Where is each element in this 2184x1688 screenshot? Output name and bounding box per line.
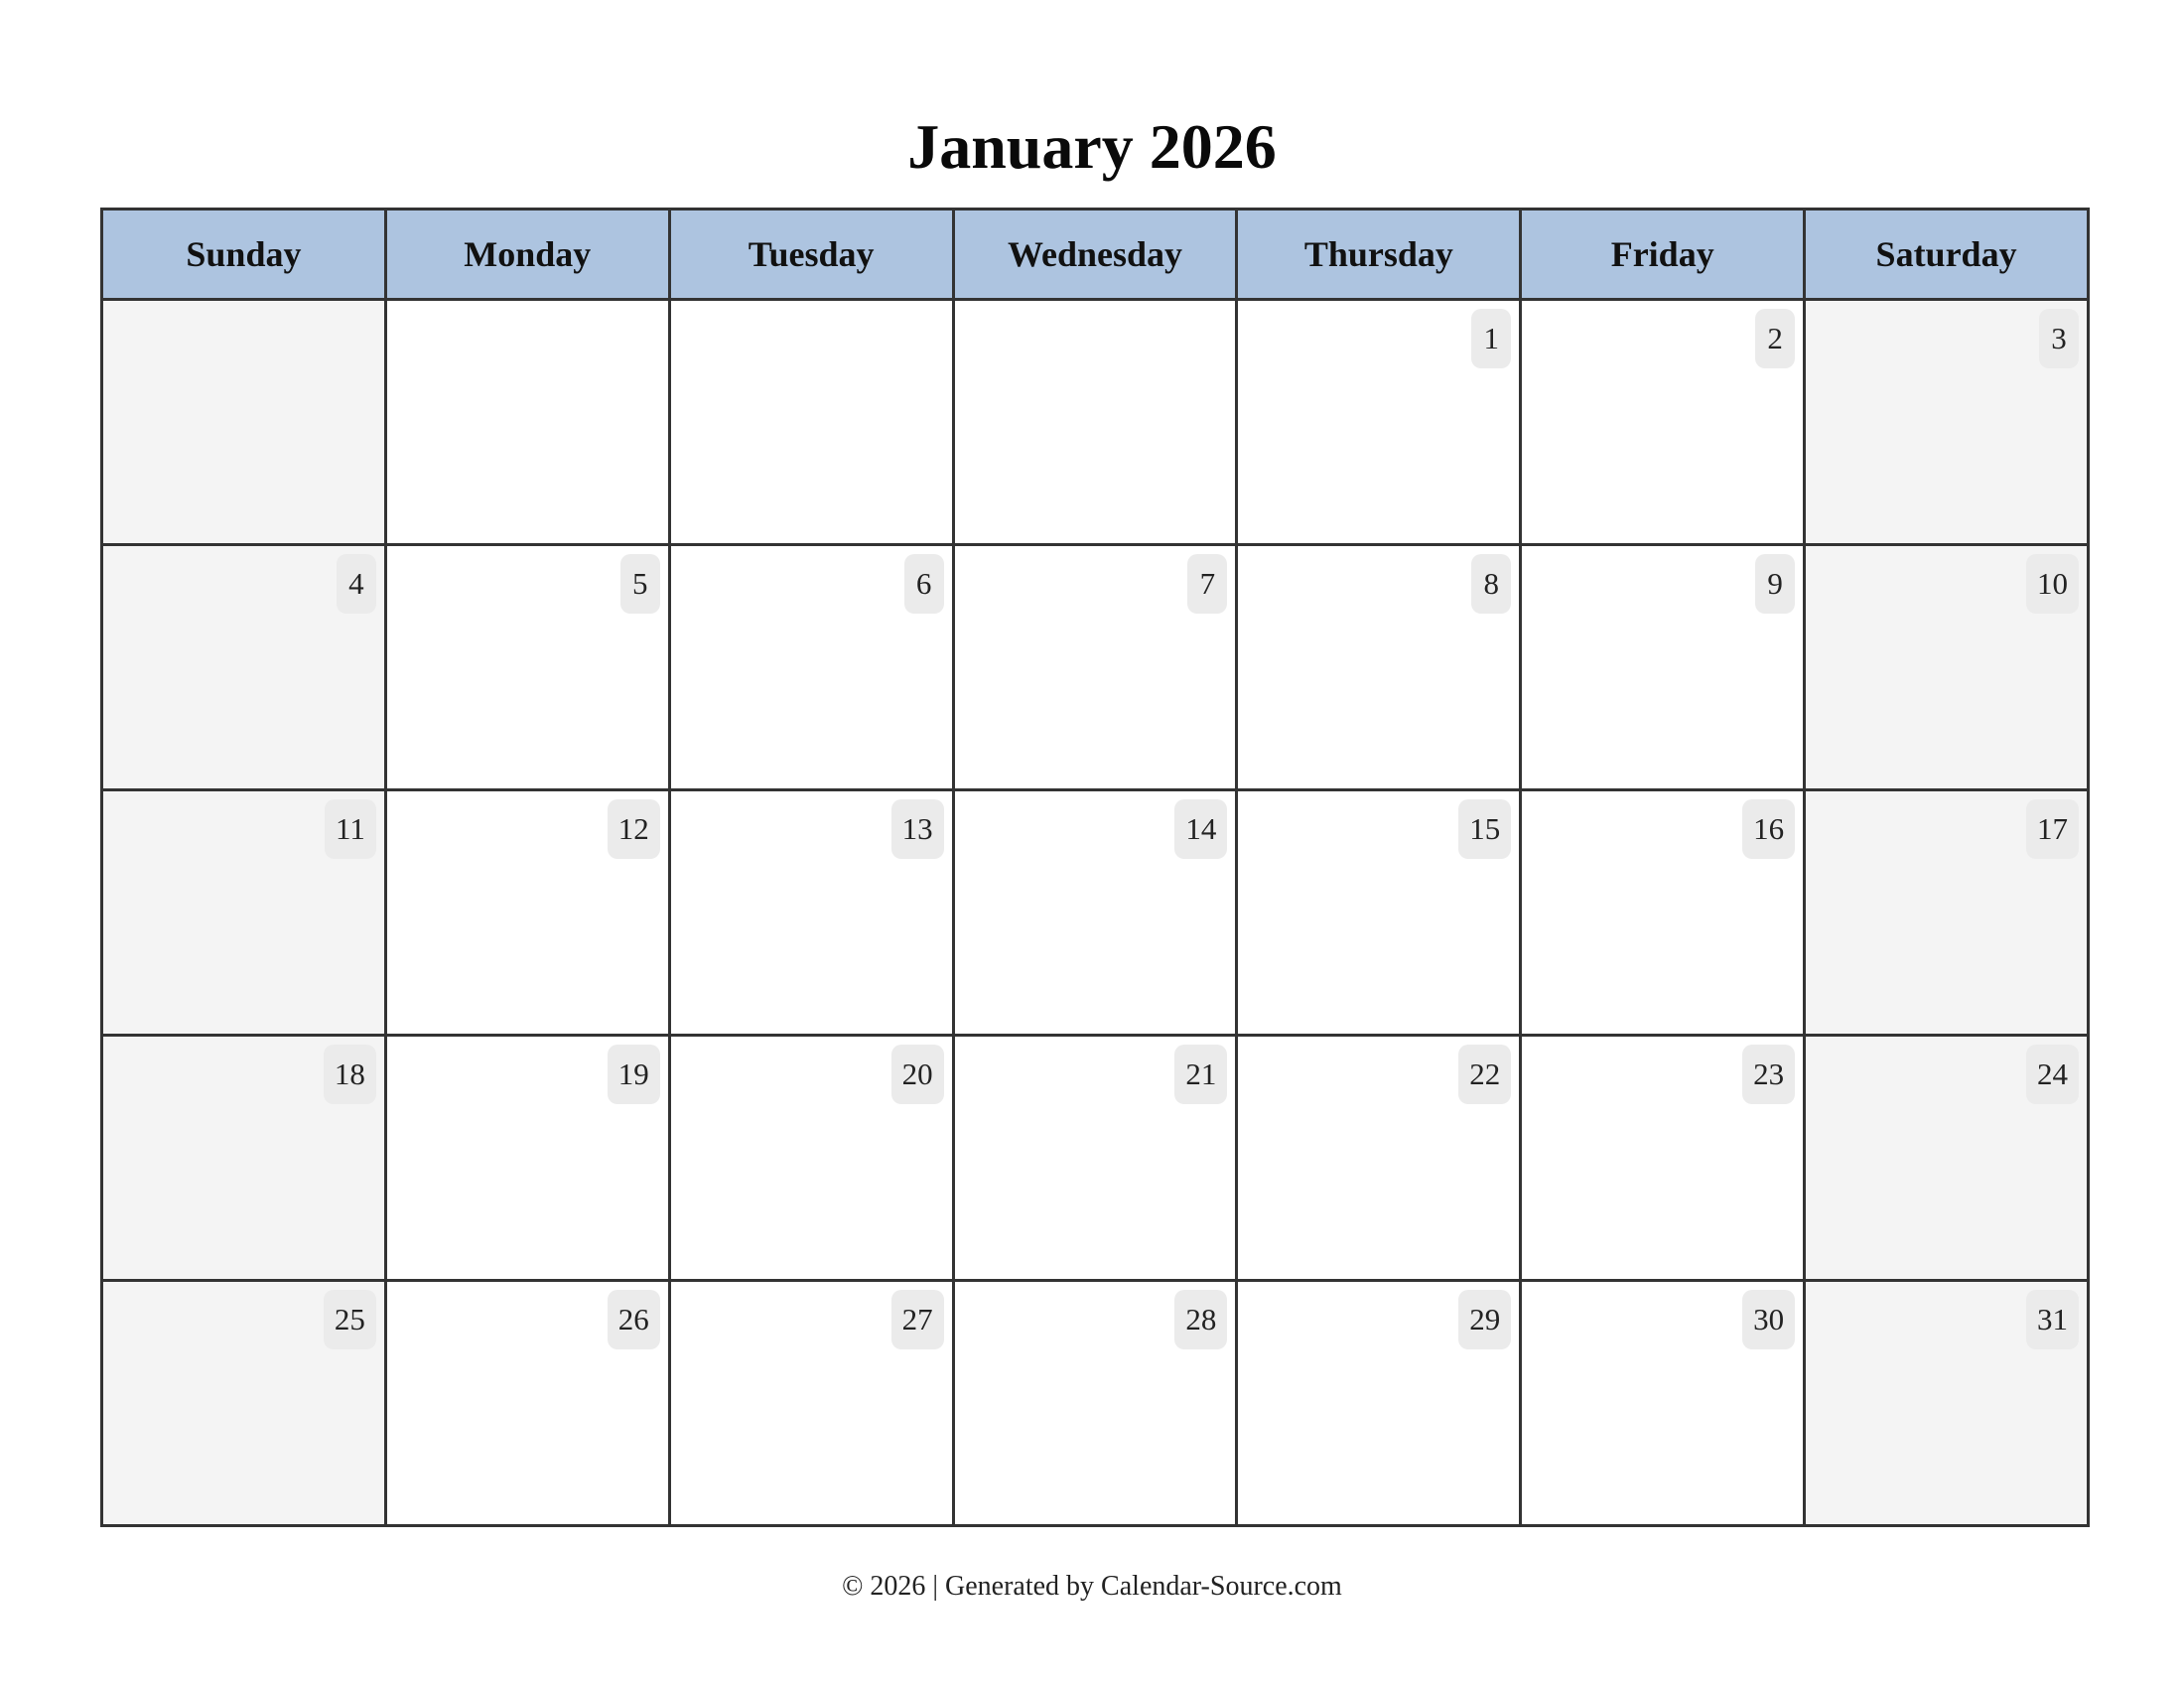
weekday-header-thursday: Thursday [1238,211,1519,298]
day-number: 13 [891,799,944,859]
weekday-header-sunday: Sunday [103,211,384,298]
day-number: 25 [324,1290,376,1349]
day-number: 26 [608,1290,660,1349]
day-cell [103,791,384,1034]
day-cell [1806,1037,2087,1279]
day-cell [387,1282,668,1524]
day-cell [1522,1282,1803,1524]
day-number: 15 [1458,799,1511,859]
day-cell [671,301,952,543]
day-number: 22 [1458,1045,1511,1104]
day-cell [671,1282,952,1524]
weekday-header-wednesday: Wednesday [955,211,1236,298]
day-number: 17 [2026,799,2079,859]
day-cell [1806,1282,2087,1524]
day-number: 14 [1174,799,1227,859]
day-cell [1806,301,2087,543]
day-number: 21 [1174,1045,1227,1104]
calendar-grid [100,208,2090,1527]
day-cell [955,301,1236,543]
day-number: 30 [1742,1290,1795,1349]
weekday-header-tuesday: Tuesday [671,211,952,298]
day-number: 9 [1755,554,1795,614]
day-number: 4 [337,554,376,614]
day-cell [1238,301,1519,543]
day-number: 3 [2039,309,2079,368]
day-cell [1238,791,1519,1034]
day-number: 2 [1755,309,1795,368]
day-number: 23 [1742,1045,1795,1104]
day-number: 6 [904,554,944,614]
day-number: 1 [1471,309,1511,368]
day-cell [103,1282,384,1524]
day-number: 16 [1742,799,1795,859]
day-cell [103,1037,384,1279]
day-cell [955,1282,1236,1524]
day-number: 31 [2026,1290,2079,1349]
day-number: 5 [620,554,660,614]
day-number: 19 [608,1045,660,1104]
day-cell [387,301,668,543]
day-cell [103,301,384,543]
day-cell [1806,546,2087,788]
day-cell [387,546,668,788]
day-cell [103,546,384,788]
day-cell [671,546,952,788]
day-cell [1238,1037,1519,1279]
day-number: 8 [1471,554,1511,614]
day-cell [1522,791,1803,1034]
day-cell [1238,546,1519,788]
footer-credit: © 2026 | Generated by Calendar-Source.com [842,1571,1342,1602]
day-cell [1522,1037,1803,1279]
day-cell [671,1037,952,1279]
day-cell [1522,301,1803,543]
day-cell [955,546,1236,788]
day-number: 10 [2026,554,2079,614]
weekday-header-monday: Monday [387,211,668,298]
day-number: 24 [2026,1045,2079,1104]
weekday-header-saturday: Saturday [1806,211,2087,298]
day-number: 11 [325,799,376,859]
day-number: 20 [891,1045,944,1104]
day-cell [387,1037,668,1279]
day-cell [1522,546,1803,788]
day-number: 29 [1458,1290,1511,1349]
day-cell [1238,1282,1519,1524]
day-cell [671,791,952,1034]
day-number: 12 [608,799,660,859]
day-cell [955,1037,1236,1279]
day-number: 28 [1174,1290,1227,1349]
calendar-title: January 2026 [907,111,1277,182]
day-number: 27 [891,1290,944,1349]
day-number: 18 [324,1045,376,1104]
day-cell [387,791,668,1034]
day-cell [955,791,1236,1034]
weekday-header-friday: Friday [1522,211,1803,298]
day-number: 7 [1187,554,1227,614]
day-cell [1806,791,2087,1034]
